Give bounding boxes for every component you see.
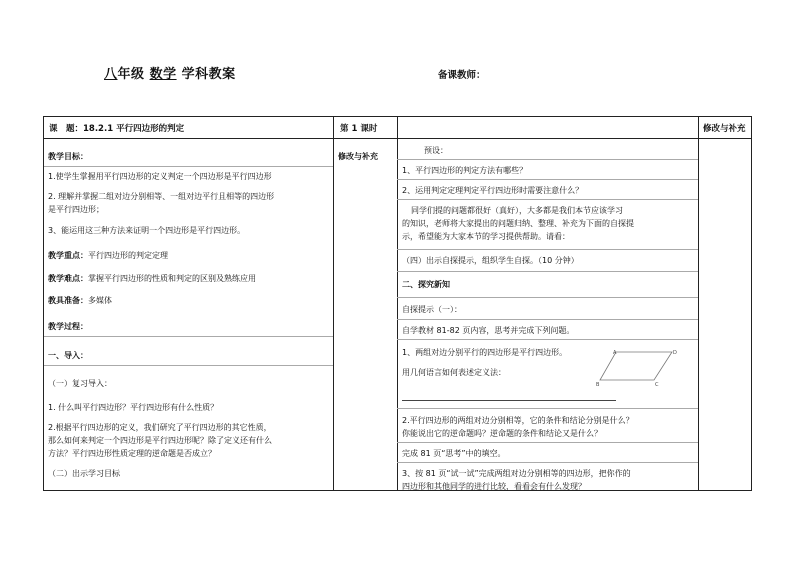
preview-2: 2、运用判定定理判定平行四边形时需要注意什么？ [402, 186, 584, 195]
para-1c: 示，希望能为大家本节的学习提供帮助。请看： [402, 232, 570, 241]
step-4: （四）出示自探提示，组织学生自探。（10 分钟） [402, 256, 579, 265]
question-2c: 方法？平行四边形性质定理的逆命题是否成立？ [48, 449, 216, 458]
preview-label: 预设： [424, 146, 448, 155]
doc-type: 学科教案 [181, 67, 236, 82]
goal-2a: 2. 理解并掌握二组对边分别相等、一组对边平行且相等的四边形 [48, 192, 275, 201]
lesson-plan-title [104, 63, 236, 82]
parallelogram-shape [600, 352, 672, 380]
tools-label: 教具准备： [48, 296, 88, 305]
key-label: 教学重点： [48, 251, 88, 260]
label-c: C [655, 382, 659, 388]
process-label: 教学过程： [48, 322, 88, 331]
item-2c: 完成 81 页“思考”中的填空。 [402, 449, 506, 458]
goal-3: 3、能运用这三种方法来证明一个四边形是平行四边形。 [48, 226, 246, 235]
parallelogram-figure [596, 348, 680, 388]
subject-value: 数学 [149, 67, 177, 82]
para-1b: 的知识，老师将大家提出的问题归纳、整理、补充为下面的自探提 [402, 219, 634, 228]
row-sep [44, 365, 333, 366]
revise-header-cell: 修改与补充 [703, 124, 746, 134]
goal-2b: 是平行四边形； [48, 205, 104, 214]
row-sep [397, 199, 698, 200]
teaching-tools [48, 295, 112, 307]
item-2a: 2.平行四边形的两组对边分别相等，它的条件和结论分别是什么？ [402, 416, 634, 425]
diff-label: 教学难点： [48, 274, 88, 283]
row-sep [397, 297, 698, 298]
question-2a: 2.根据平行四边形的定义，我们研究了平行四边形的其它性质， [48, 423, 272, 432]
review-heading: （一）复习导入： [48, 379, 112, 388]
row-sep [397, 159, 698, 160]
question-1: 1. 什么叫平行四边形？平行四边形有什么性质？ [48, 403, 219, 412]
para-1a: 同学们提的问题都很好（真好），大多都是我们本节应该学习 [411, 206, 623, 215]
mid-revise-label: 修改与补充 [338, 152, 378, 161]
row-sep [397, 179, 698, 180]
label-a: A [613, 350, 617, 356]
header-row-divider [44, 138, 751, 139]
self-study: 自学教材 81-82 页内容，思考并完成下列问题。 [402, 326, 575, 335]
intro-heading: 一、导入： [48, 351, 88, 360]
item-1: 1、两组对边分别平行的四边形是平行四边形。 [402, 348, 568, 357]
item-3a: 3、按 81 页“试一试”完成两组对边分别相等的四边形，把你作的 [402, 469, 631, 478]
show-goals: （二）出示学习目标 [48, 469, 120, 478]
label-d: D [673, 350, 677, 356]
answer-blank-line [402, 400, 616, 401]
tools-text: 多媒体 [88, 296, 112, 305]
row-sep [397, 319, 698, 320]
goals-label: 教学目标： [48, 152, 88, 161]
grade-value: 八 [104, 67, 118, 82]
row-sep [397, 442, 698, 443]
preview-1: 1、平行四边形的判定方法有哪些？ [402, 166, 528, 175]
hint-1: 自探提示（一）： [402, 305, 462, 314]
explore-heading: 二、探究新知 [402, 280, 450, 289]
col-divider-2 [397, 117, 398, 490]
diff-text: 掌握平行四边形的性质和判定的区别及熟练应用 [88, 274, 256, 283]
col-divider-3 [698, 117, 699, 490]
grade-suffix: 年级 [117, 67, 145, 82]
difficult-point [48, 273, 256, 285]
topic-cell: 课 题：18.2.1 平行四边形的判定 [49, 124, 185, 134]
lesson-table [43, 116, 752, 491]
row-sep [44, 166, 333, 167]
key-point [48, 250, 168, 262]
label-b: B [596, 382, 600, 388]
row-sep [397, 408, 698, 409]
key-text: 平行四边形的判定定理 [88, 251, 168, 260]
col-divider-1 [333, 117, 334, 490]
row-sep [397, 249, 698, 250]
row-sep [397, 462, 698, 463]
question-2b: 那么如何来判定一个四边形是平行四边形呢？除了定义还有什么 [48, 436, 272, 445]
item-1b: 用几何语言如何表述定义法： [402, 368, 506, 377]
item-2b: 你能说出它的逆命题吗？逆命题的条件和结论又是什么？ [402, 429, 602, 438]
item-3b: 四边形和其他同学的进行比较，看看会有什么发现？ [402, 482, 586, 491]
period-cell: 第 1 课时 [340, 124, 378, 134]
teacher-label: 备课教师： [438, 70, 486, 81]
row-sep [397, 339, 698, 340]
goal-1: 1.使学生掌握用平行四边形的定义判定一个四边形是平行四边形 [48, 172, 272, 181]
row-sep [44, 336, 333, 337]
row-sep [397, 271, 698, 272]
